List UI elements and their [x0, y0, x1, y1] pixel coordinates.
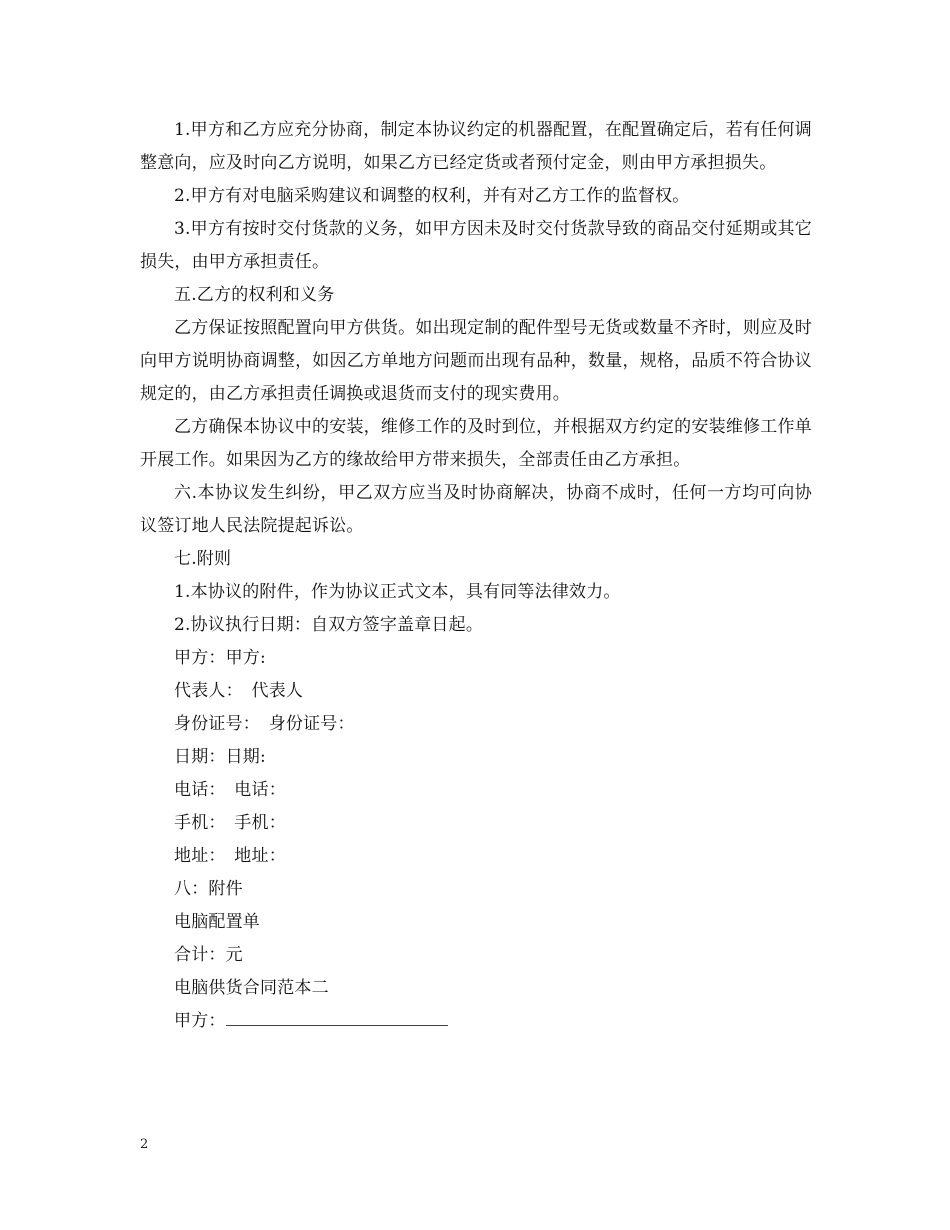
party-a-label: 甲方： [174, 1011, 226, 1031]
config-list-title: 电脑配置单 [174, 912, 260, 932]
section-heading-5: 五.乙方的权利和义务 [174, 285, 335, 305]
appendix-clause-2: 2.协议执行日期：自双方签字盖章日起。 [174, 615, 484, 635]
clause-3-party-a-payment: 3.甲方有按时交付货款的义务，如甲方因未及时交付货款导致的商品交付延期或其它损失，由甲方承担责任。 [140, 219, 812, 272]
signature-party-a: 甲方：甲方: [174, 648, 266, 668]
section-heading-8: 八：附件 [174, 879, 243, 899]
template-two-title: 电脑供货合同范本二 [174, 978, 329, 998]
document-body [140, 114, 812, 1038]
signature-representative: 代表人： 代表人 [174, 681, 304, 701]
signature-id-number: 身份证号： 身份证号： [174, 714, 355, 734]
signature-address: 地址： 地址： [174, 846, 286, 866]
total-line: 合计：元 [174, 945, 243, 965]
party-b-installation-paragraph: 乙方确保本协议中的安装，维修工作的及时到位，并根据双方约定的安装维修工作单开展工作。如果因为乙方的缘故给甲方带来损失，全部责任由乙方承担。 [140, 417, 812, 470]
page-number: 2 [140, 1137, 149, 1152]
signature-date: 日期：日期: [174, 747, 266, 767]
section-6-dispute: 六.本协议发生纠纷，甲乙双方应当及时协商解决，协商不成时，任何一方均可向协议签订地人民法院提起诉讼。 [140, 483, 812, 536]
fill-in-blank [226, 1008, 448, 1026]
clause-1-party-a-config: 1.甲方和乙方应充分协商，制定本协议约定的机器配置，在配置确定后，若有任何调整意向，应及时向乙方说明，如果乙方已经定货或者预付定金，则由甲方承担损失。 [140, 120, 812, 173]
clause-2-party-a-rights: 2.甲方有对电脑采购建议和调整的权利，并有对乙方工作的监督权。 [174, 186, 690, 206]
party-b-supply-paragraph: 乙方保证按照配置向甲方供货。如出现定制的配件型号无货或数量不齐时，则应及时向甲方说明协商调整，如因乙方单地方问题而出现有品种，数量，规格，品质不符合协议规定的，由乙方承担责任调换或退货而支付的现实费用。 [140, 318, 812, 404]
appendix-clause-1: 1.本协议的附件，作为协议正式文本，具有同等法律效力。 [174, 582, 621, 602]
signature-mobile: 手机： 手机： [174, 813, 286, 833]
party-a-blank-line [140, 1005, 812, 1038]
signature-phone: 电话： 电话： [174, 780, 286, 800]
section-heading-7: 七.附则 [174, 549, 232, 569]
